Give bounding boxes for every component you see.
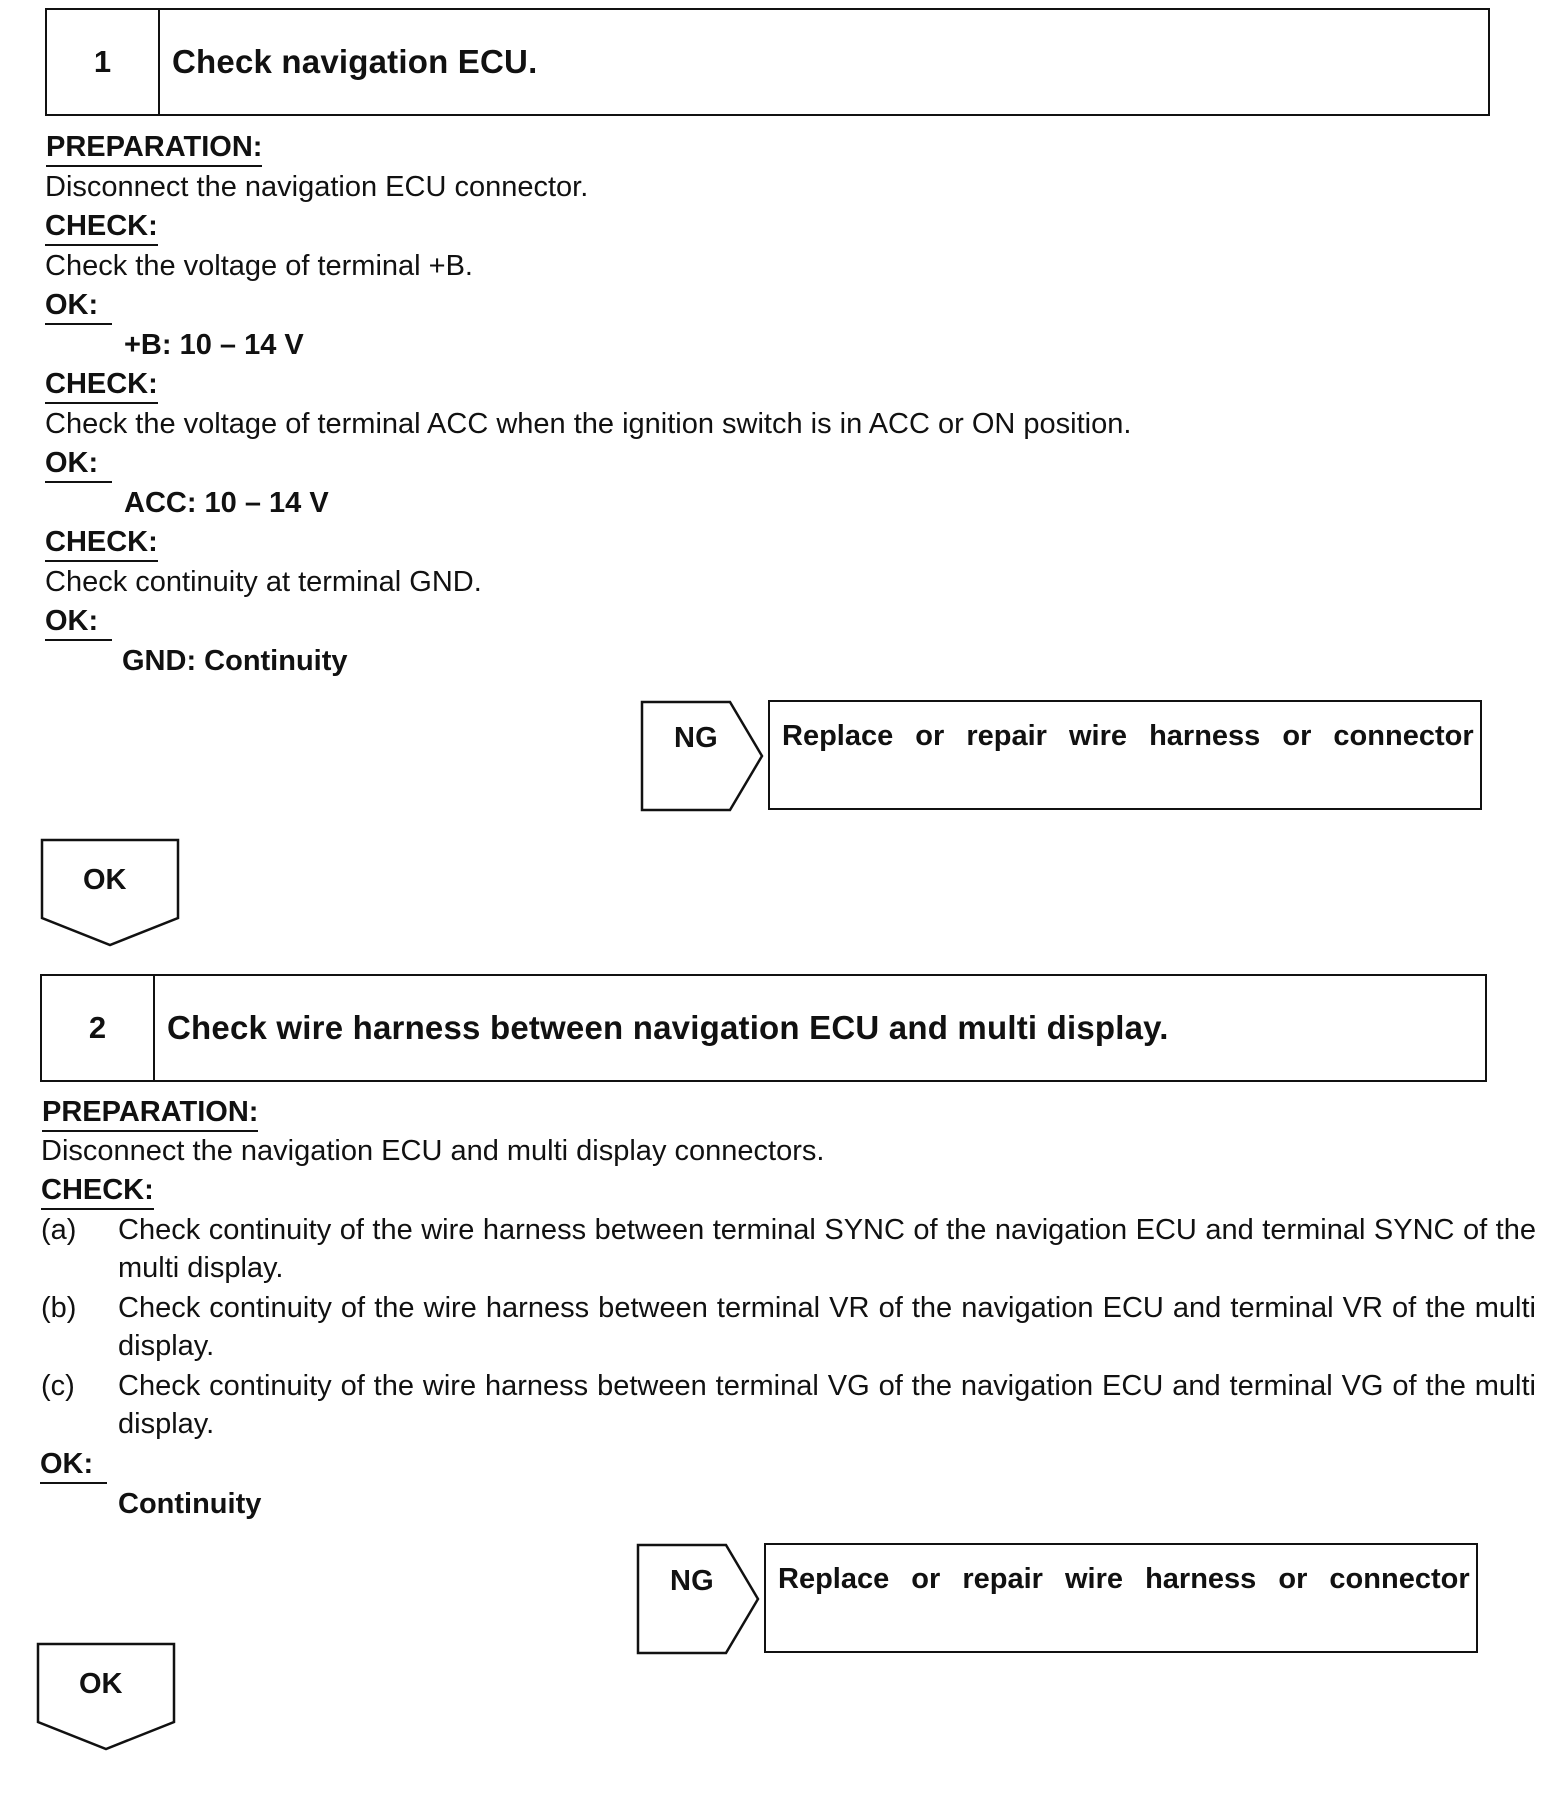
list-item (41, 1211, 1541, 1289)
check-text: Check continuity at terminal GND. (45, 566, 482, 598)
step-number: 2 (42, 976, 155, 1080)
check-text: Check the voltage of terminal +B. (45, 250, 473, 282)
preparation-label: PREPARATION: (46, 130, 262, 167)
list-marker: (b) (41, 1292, 77, 1324)
ng-label: NG (674, 722, 718, 754)
ng-arrow-tag (636, 1543, 762, 1655)
list-marker: (a) (41, 1214, 77, 1246)
ok-label: OK (83, 864, 127, 896)
step-title: Check wire harness between navigation ECU and multi display. (167, 1009, 1169, 1046)
ok-label: OK: (40, 1447, 107, 1484)
ok-label: OK: (45, 288, 112, 325)
list-item (41, 1289, 1541, 1367)
ng-arrow-tag (640, 700, 766, 812)
ok-label: OK (79, 1668, 123, 1700)
step-1-header (45, 8, 1490, 116)
preparation-text: Disconnect the navigation ECU connector. (45, 171, 589, 203)
list-item (41, 1367, 1541, 1445)
preparation-text: Disconnect the navigation ECU and multi display connectors. (41, 1135, 825, 1167)
ng-result-box: Replace or repair wire harness or connector (768, 700, 1482, 810)
list-text: Check continuity of the wire harness between terminal VR of the navigation ECU and terminal VR of the multi display. (118, 1292, 1536, 1362)
check-label: CHECK: (45, 367, 158, 404)
check-text: Check the voltage of terminal ACC when the ignition switch is in ACC or ON position. (45, 408, 1132, 440)
ng-label: NG (670, 1565, 714, 1597)
check-label: CHECK: (45, 209, 158, 246)
ok-spec: Continuity (118, 1488, 262, 1520)
ok-label: OK: (45, 446, 112, 483)
step-number: 1 (47, 10, 160, 114)
list-marker: (c) (41, 1370, 75, 1402)
preparation-label: PREPARATION: (42, 1095, 258, 1132)
ok-label: OK: (45, 604, 112, 641)
ok-spec: ACC: 10 – 14 V (124, 487, 329, 519)
ok-spec: +B: 10 – 14 V (124, 329, 304, 361)
check-label: CHECK: (45, 525, 158, 562)
step-2-header (40, 974, 1487, 1082)
check-label: CHECK: (41, 1173, 154, 1210)
list-text: Check continuity of the wire harness between terminal SYNC of the navigation ECU and terminal SYNC of the multi display. (118, 1214, 1536, 1284)
ng-result-box: Replace or repair wire harness or connector (764, 1543, 1478, 1653)
step-title: Check navigation ECU. (172, 43, 538, 80)
ok-spec: GND: Continuity (122, 645, 348, 677)
list-text: Check continuity of the wire harness between terminal VG of the navigation ECU and terminal VG of the multi display. (118, 1370, 1536, 1440)
